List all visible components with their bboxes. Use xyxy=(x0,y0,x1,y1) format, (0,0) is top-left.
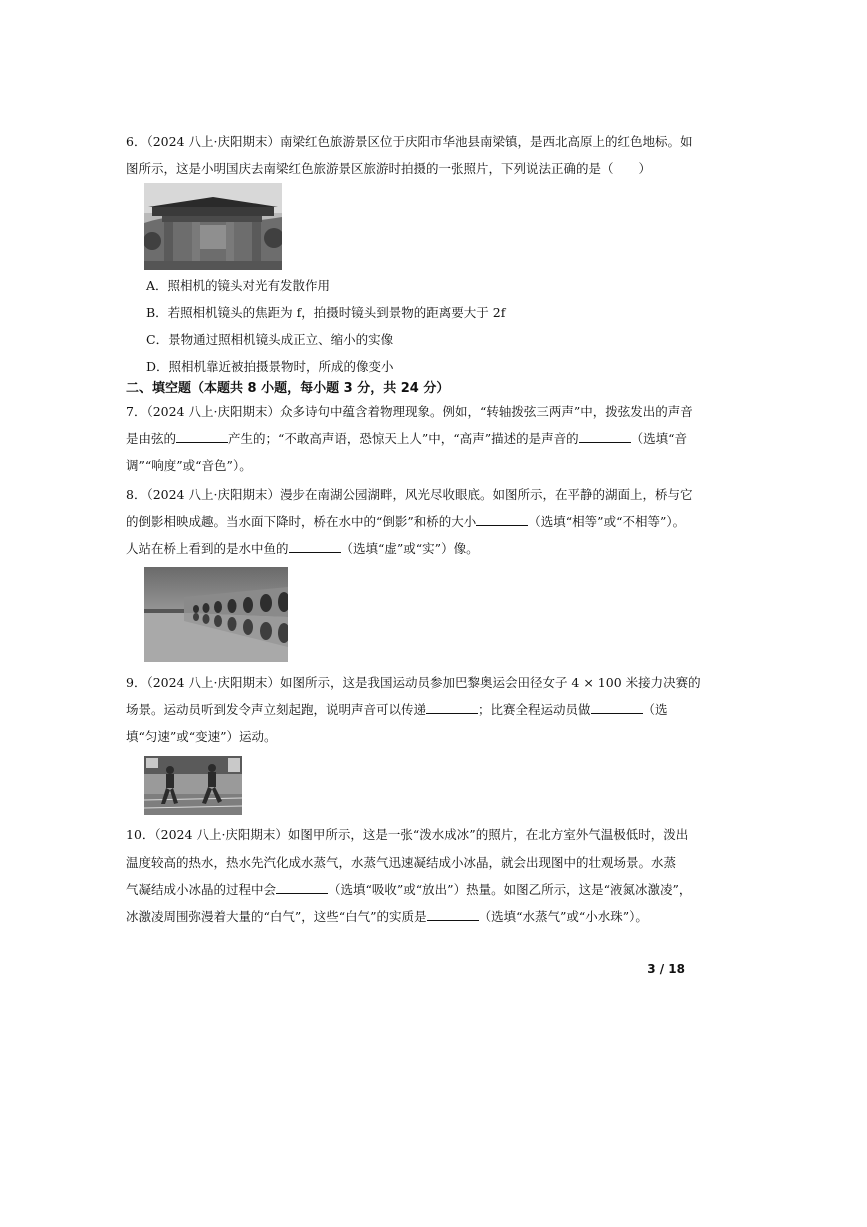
q9-line2-part1: 场景。运动员听到发令声立刻起跑，说明声音可以传递 xyxy=(126,702,427,717)
q6-option-b: B．若照相机镜头的焦距为 f，拍摄时镜头到景物的距离要大于 2f xyxy=(146,305,506,320)
q10-text-line1: 10．（2024 八上·庆阳期末）如图甲所示，这是一张“泼水成冰”的照片，在北方室外气温极低时，泼出 xyxy=(126,827,689,842)
q9-blank-2 xyxy=(591,701,643,714)
section2-heading: 二、填空题（本题共 8 小题，每小题 3 分，共 24 分） xyxy=(126,381,450,396)
q7-blank-1 xyxy=(176,430,228,443)
q8-text-line2 xyxy=(126,513,685,531)
q9-relay-race-photo xyxy=(144,756,242,815)
q9-text-line2 xyxy=(126,701,668,719)
page-number: 3 / 18 xyxy=(647,962,685,976)
q8-text-line3 xyxy=(126,540,479,558)
q6-option-c: C．景物通过照相机镜头成正立、缩小的实像 xyxy=(146,332,394,347)
q6-text-line2: 图所示，这是小明国庆去南梁红色旅游景区旅游时拍摄的一张照片，下列说法正确的是（ ） xyxy=(126,161,652,176)
q7-line2-part2: 产生的；“不敢高声语，恐惊天上人”中，“高声”描述的是声音的 xyxy=(228,431,579,446)
q10-text-line2: 温度较高的热水，热水先汽化成水蒸气，水蒸气迅速凝结成小冰晶，就会出现图中的壮观场景。水蒸 xyxy=(126,855,677,870)
q8-blank-2 xyxy=(289,540,341,553)
q9-line2-part3: （选 xyxy=(642,702,668,717)
q7-text-line2 xyxy=(126,430,687,448)
q7-line2-part1: 是由弦的 xyxy=(126,431,177,446)
q10-line4-part2: （选填“水蒸气”或“小水珠”）。 xyxy=(478,909,648,924)
q8-line3-part2: （选填“虚”或“实”）像。 xyxy=(340,541,479,556)
q10-line3-part2: （选填“吸收”或“放出”）热量。如图乙所示，这是“液氮冰激凌”， xyxy=(328,882,692,897)
q10-text-line3 xyxy=(126,881,691,899)
q8-line2-part1: 的倒影相映成趣。当水面下降时，桥在水中的“倒影”和桥的大小 xyxy=(126,514,477,529)
q9-blank-1 xyxy=(426,701,478,714)
q10-blank-1 xyxy=(276,881,328,894)
q7-blank-2 xyxy=(579,430,631,443)
q8-bridge-photo xyxy=(144,567,288,662)
q10-text-line4 xyxy=(126,908,648,926)
q10-line4-part1: 冰激凌周围弥漫着大量的“白气”，这些“白气”的实质是 xyxy=(126,909,427,924)
q8-line2-part2: （选填“相等”或“不相等”）。 xyxy=(528,514,686,529)
q9-text-line1: 9．（2024 八上·庆阳期末）如图所示，这是我国运动员参加巴黎奥运会田径女子 4 × 100 米接力决赛的 xyxy=(126,675,701,690)
q6-gate-photo xyxy=(144,183,282,270)
q9-text-line3: 填“匀速”或“变速”）运动。 xyxy=(126,729,277,744)
q6-option-d: D．照相机靠近被拍摄景物时，所成的像变小 xyxy=(146,359,394,374)
q8-blank-1 xyxy=(476,513,528,526)
q8-line3-part1: 人站在桥上看到的是水中鱼的 xyxy=(126,541,289,556)
q7-line2-part3: （选填“音 xyxy=(630,431,687,446)
q6-text-line1: 6．（2024 八上·庆阳期末）南梁红色旅游景区位于庆阳市华池县南梁镇，是西北高原上的红色地标。如 xyxy=(126,134,693,149)
q10-line3-part1: 气凝结成小冰晶的过程中会 xyxy=(126,882,277,897)
q10-blank-2 xyxy=(427,908,479,921)
q6-option-a: A．照相机的镜头对光有发散作用 xyxy=(146,278,331,293)
q7-text-line1: 7．（2024 八上·庆阳期末）众多诗句中蕴含着物理现象。例如，“转轴拨弦三两声”中，拨弦发出的声音 xyxy=(126,404,693,419)
q8-text-line1: 8．（2024 八上·庆阳期末）漫步在南湖公园湖畔，风光尽收眼底。如图所示，在平静的湖面上，桥与它 xyxy=(126,487,693,502)
q9-line2-part2: ；比赛全程运动员做 xyxy=(478,702,591,717)
q7-text-line3: 调”“响度”或“音色”）。 xyxy=(126,458,252,473)
